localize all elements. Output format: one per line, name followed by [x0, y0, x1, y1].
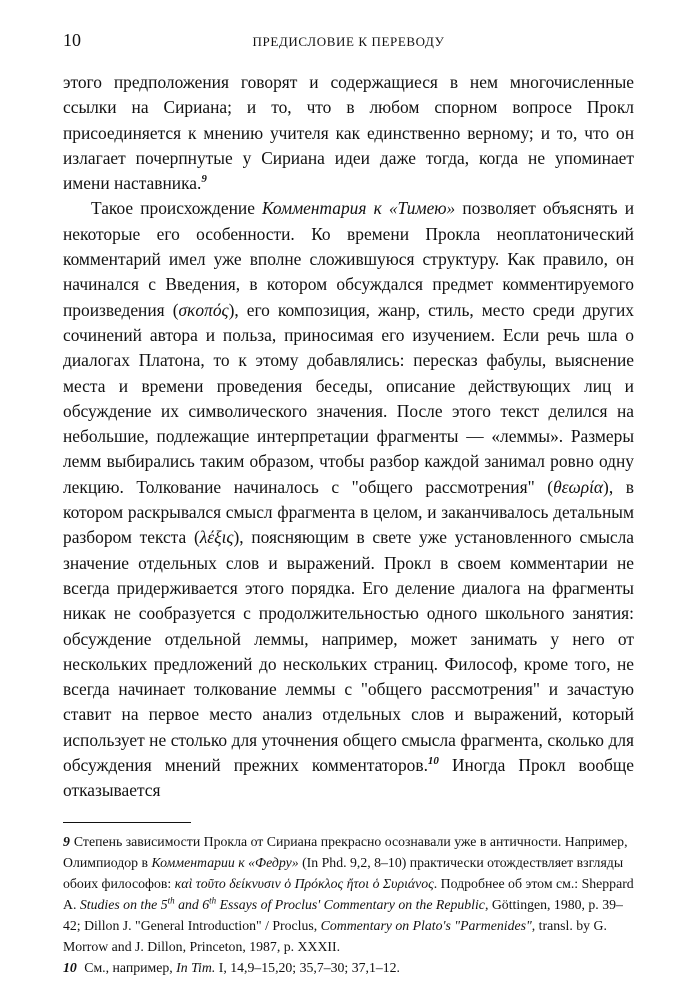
footnote-10-italic-ref: In Tim. [176, 959, 216, 975]
footnote-9-book-title-1c: Essays of Proclus' Commentary on the Republic [216, 896, 485, 912]
paragraph-2-part-d: ), в котором раскрывался смысл фрагмента в целом, и заканчивалось детальным разбором текста ( [63, 476, 634, 548]
footnote-9-book-title-1a: Studies on the 5 [79, 896, 168, 912]
footnote-9-book-title-1b: and 6 [174, 896, 210, 912]
footnote-9-part-b: (In Phd. 9,2, 8–10) практически отождествляет взгляды обоих философов: [63, 854, 624, 891]
footnote-ref-10[interactable]: 10 [427, 755, 439, 768]
greek-term-skopos: σκοπός [178, 299, 229, 320]
footnote-9-sup-th: th [167, 895, 175, 906]
footnote-9-greek-quote: καὶ τοῦτο δείκνυσιν ὁ Πρόκλος ἤτοι ὁ Συριάνος [174, 875, 434, 891]
footnote-9-book-title-2: Commentary on Plato's "Parmenides" [320, 917, 532, 933]
footnotes [63, 831, 634, 978]
footnote-9-number: 9 [63, 833, 70, 849]
greek-term-lexis: λέξις [199, 527, 234, 548]
paragraph-2-part-a: Такое происхождение [91, 198, 263, 219]
paragraph-2-part-e: ), поясняющим в свете уже установленного смысла значение отдельных слов и выражений. Прокл в своем комментарии не всегда придерживается этого порядка. Его деление диалога на фрагменты никак не сообразуется с продолжительностью одного школьного занятия: обсуждение отдельной леммы, например, может занимать у него от нескольких предложений до нескольких страниц. Философ, кроме того, не всегда начинает толкование леммы с "общего рассмотрения" и зачастую ставит на первое место анализ отдельных слов и выражений, который использует не столько для уточнения общего смысла фрагмента, сколько для обсуждения мнений прежних комментаторов. [63, 527, 634, 776]
page-header [63, 28, 634, 58]
paragraph-2-part-f: Иногда Прокл вообще отказывается [63, 755, 634, 801]
footnote-9-part-c: . Подробнее об этом см.: Sheppard A. [63, 875, 634, 912]
main-text [63, 70, 634, 804]
running-head: ПРЕДИСЛОВИЕ К ПЕРЕВОДУ [252, 34, 445, 49]
footnote-9-book-title-1 [80, 897, 485, 912]
footnote-9-part-d: , Göttingen, 1980, p. 39–42; Dillon J. "General Introduction" / Proclus, [63, 896, 623, 933]
footnote-9-part-a: Степень зависимости Прокла от Сириана прекрасно осознавали уже в античности. Например, Олимпиодор в [63, 833, 628, 870]
footnote-9-sup-th-2: th [209, 895, 217, 906]
footnote-separator [63, 822, 191, 823]
page-number: 10 [63, 30, 81, 50]
paragraph-1-text: этого предположения говорят и содержащиеся в нем многочисленные ссылки на Сириана; и то, что в любом спорном вопросе Прокл присоединяется к мнению учителя как единственно верному; и то, что он излагает почерпнутые у Сириана идеи даже тогда, когда не упоминает имени наставника. [63, 72, 634, 194]
footnote-9-italic-title: Комментарии к «Федру» [151, 854, 299, 870]
footnote-9-part-e: , transl. by G. Morrow and J. Dillon, Princeton, 1987, p. XXXII. [63, 917, 607, 954]
footnote-10-number: 10 [63, 959, 77, 975]
footnote-ref-9[interactable]: 9 [201, 173, 207, 186]
footnote-10-part-a: См., например, [80, 959, 177, 975]
footnote-10 [63, 957, 634, 978]
footnote-9 [63, 831, 634, 957]
paragraph-2 [63, 196, 634, 803]
paragraph-1 [63, 70, 634, 196]
footnote-10-part-b: I, 14,9–15,20; 35,7–30; 37,1–12. [215, 959, 401, 975]
paragraph-2-part-b: позволяет объяснять и некоторые его особенности. Ко времени Прокла неоплатонический комментарий имел уже вполне сложившуюся структуру. Как правило, он начинался с Введения, в котором обсуждался предмет комментируемого произведения ( [63, 198, 634, 320]
paragraph-2-italic-title: Комментария к «Тимею» [262, 198, 456, 219]
greek-term-theoria: θεωρία [553, 476, 604, 497]
paragraph-2-part-c: ), его композиция, жанр, стиль, место среди других сочинений автора и польза, приносимая его изучением. Если речь шла о диалогах Платона, то к этому добавлялись: пересказ фабулы, выяснение места и времени проведения беседы, описание действующих лиц и обсуждение их символического значения. После этого текст делился на небольшие, подлежащие интерпретации фрагменты — «леммы». Размеры лемм выбирались таким образом, чтобы разбор каждой занимал ровно одну лекцию. Толкование начиналось с "общего рассмотрения" ( [63, 299, 634, 497]
book-page [63, 28, 634, 978]
